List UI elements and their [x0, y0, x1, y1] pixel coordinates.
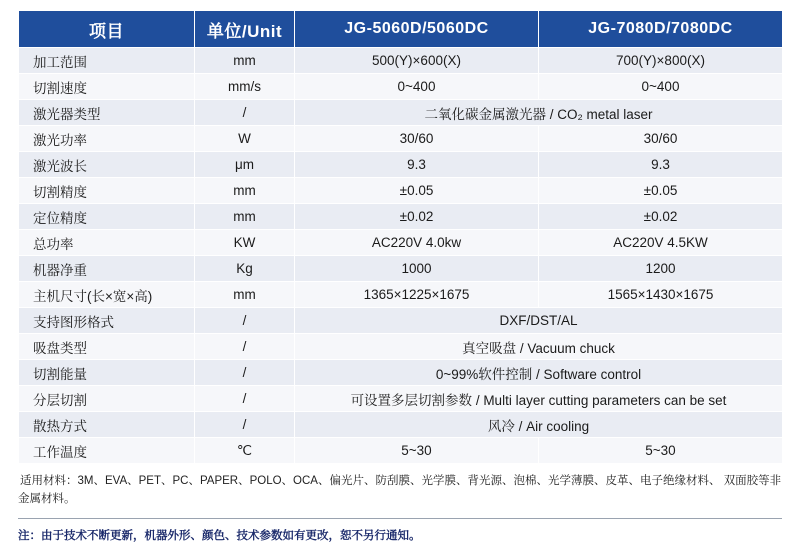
cell-parameter-name: 机器净重: [19, 256, 195, 282]
cell-unit: ℃: [195, 438, 295, 464]
cell-value-5060: AC220V 4.0kw: [295, 230, 539, 256]
cell-value-5060: 1365×1225×1675: [295, 282, 539, 308]
cell-value-shared: 二氧化碳金属激光器 / CO₂ metal laser: [295, 100, 783, 126]
cell-value-5060: 9.3: [295, 152, 539, 178]
cell-value-7080: 9.3: [539, 152, 783, 178]
table-row: [19, 48, 783, 74]
cell-unit: /: [195, 386, 295, 412]
cell-parameter-name: 切割速度: [19, 74, 195, 100]
table-row: [19, 412, 783, 438]
cell-value-7080: AC220V 4.5KW: [539, 230, 783, 256]
cell-unit: mm: [195, 178, 295, 204]
table-row: [19, 74, 783, 100]
cell-parameter-name: 激光器类型: [19, 100, 195, 126]
cell-unit: W: [195, 126, 295, 152]
cell-value-7080: 30/60: [539, 126, 783, 152]
cell-unit: mm/s: [195, 74, 295, 100]
applicable-materials-note: [18, 473, 782, 509]
cell-value-shared: 可设置多层切割参数 / Multi layer cutting parameters can be set: [295, 386, 783, 412]
column-header-unit: 单位/Unit: [195, 11, 295, 48]
cell-value-7080: 1565×1430×1675: [539, 282, 783, 308]
cell-value-5060: 1000: [295, 256, 539, 282]
cell-value-5060: 0~400: [295, 74, 539, 100]
cell-value-7080: ±0.05: [539, 178, 783, 204]
table-row: [19, 100, 783, 126]
cell-parameter-name: 工作温度: [19, 438, 195, 464]
table-row: [19, 282, 783, 308]
cell-parameter-name: 支持图形格式: [19, 308, 195, 334]
column-header-item: 项目: [19, 11, 195, 48]
table-row: [19, 152, 783, 178]
specifications-table: [18, 10, 783, 464]
cell-value-5060: 30/60: [295, 126, 539, 152]
cell-unit: /: [195, 360, 295, 386]
table-row: [19, 386, 783, 412]
cell-parameter-name: 总功率: [19, 230, 195, 256]
cell-unit: Kg: [195, 256, 295, 282]
cell-value-shared: DXF/DST/AL: [295, 308, 783, 334]
table-row: [19, 204, 783, 230]
cell-value-7080: 1200: [539, 256, 783, 282]
cell-value-shared: 风冷 / Air cooling: [295, 412, 783, 438]
cell-unit: /: [195, 334, 295, 360]
cell-parameter-name: 激光功率: [19, 126, 195, 152]
table-header: [19, 11, 783, 48]
cell-unit: μm: [195, 152, 295, 178]
cell-parameter-name: 主机尺寸(长×宽×高): [19, 282, 195, 308]
cell-unit: mm: [195, 48, 295, 74]
cell-value-5060: 5~30: [295, 438, 539, 464]
cell-value-7080: 0~400: [539, 74, 783, 100]
table-row: [19, 360, 783, 386]
cell-value-7080: ±0.02: [539, 204, 783, 230]
table-body: [19, 48, 783, 464]
cell-parameter-name: 散热方式: [19, 412, 195, 438]
cell-unit: mm: [195, 204, 295, 230]
table-row: [19, 178, 783, 204]
table-row: [19, 438, 783, 464]
column-header-model-5060: JG-5060D/5060DC: [295, 11, 539, 48]
cell-unit: /: [195, 308, 295, 334]
table-row: [19, 256, 783, 282]
table-header-row: [19, 11, 783, 48]
table-row: [19, 230, 783, 256]
cell-parameter-name: 分层切割: [19, 386, 195, 412]
table-row: [19, 334, 783, 360]
disclaimer-note: 注：由于技术不断更新，机器外形、颜色、技术参数如有更改，恕不另行通知。: [18, 518, 782, 543]
cell-unit: /: [195, 412, 295, 438]
cell-value-7080: 5~30: [539, 438, 783, 464]
cell-parameter-name: 激光波长: [19, 152, 195, 178]
cell-value-5060: ±0.02: [295, 204, 539, 230]
cell-parameter-name: 定位精度: [19, 204, 195, 230]
cell-unit: mm: [195, 282, 295, 308]
table-row: [19, 126, 783, 152]
cell-value-shared: 真空吸盘 / Vacuum chuck: [295, 334, 783, 360]
cell-unit: KW: [195, 230, 295, 256]
column-header-model-7080: JG-7080D/7080DC: [539, 11, 783, 48]
materials-line-2: 双面胶等非金属材料。: [18, 475, 782, 505]
cell-value-5060: 500(Y)×600(X): [295, 48, 539, 74]
cell-value-7080: 700(Y)×800(X): [539, 48, 783, 74]
table-row: [19, 308, 783, 334]
cell-value-shared: 0~99%软件控制 / Software control: [295, 360, 783, 386]
cell-parameter-name: 加工范围: [19, 48, 195, 74]
cell-unit: /: [195, 100, 295, 126]
materials-line-1: 适用材料：3M、EVA、PET、PC、PAPER、POLO、OCA、偏光片、防刮膜、光学膜、背光源、泡棉、光学薄膜、皮革、电子绝缘材料、: [20, 475, 721, 487]
cell-parameter-name: 吸盘类型: [19, 334, 195, 360]
cell-value-5060: ±0.05: [295, 178, 539, 204]
cell-parameter-name: 切割能量: [19, 360, 195, 386]
cell-parameter-name: 切割精度: [19, 178, 195, 204]
